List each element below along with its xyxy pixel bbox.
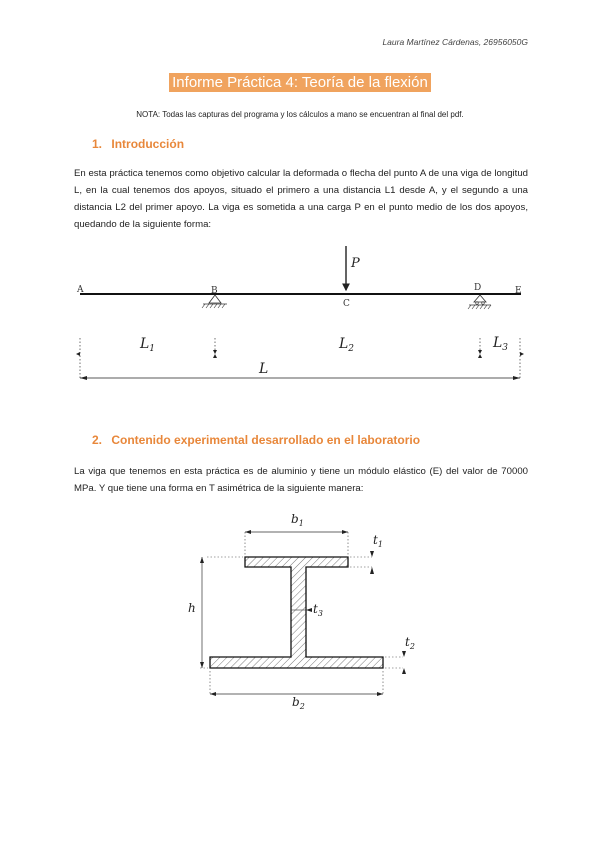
dim-total-label: L [259,361,269,377]
page-title-text: Informe Práctica 4: Teoría de la flexión [169,73,431,92]
section-title: Introducción [111,137,185,151]
section-shape [210,557,383,668]
dim-b2-label: $b_2$ [292,695,305,711]
point-d-label: D [474,283,482,293]
intro-paragraph: En esta práctica tenemos como objetivo calcular la deformada o flecha del punto A de una viga de longitud L, en la cual tenemos dos apoyos, situado el primero a una distancia L1 desde A, y el segundo a una distancia L2 del primer apoyo. La viga es sometida a una carga P en el punto medio de los dos apoyos, quedando de la siguiente forma: [74,168,528,230]
dim-b1-label: $b_1$ [291,512,304,528]
point-a-label: A [77,285,84,295]
section-number: 1. [92,137,103,151]
dim-h-label: h [188,601,196,615]
point-b-label: B [211,286,218,296]
contenido-paragraph: La viga que tenemos en esta práctica es de aluminio y tiene un módulo elástico (E) del valor de 70000 MPa. Y que tiene una forma en T asimétrica de la siguiente manera: [74,466,528,494]
author-line: Laura Martínez Cárdenas, 26956050G [382,37,528,47]
point-c-label: C [343,299,350,309]
dim-t1-label: $t_1$ [373,533,383,549]
point-e-label: E [515,286,522,296]
dim-l3-label: $L_3$ [493,335,509,353]
dim-t2-label: $t_2$ [405,635,415,651]
section-title: Contenido experimental desarrollado en el laboratorio [111,433,421,447]
dim-l2-label: $L_2$ [339,336,355,354]
note-text: NOTA: Todas las capturas del programa y los cálculos a mano se encuentran al final del pdf. [136,110,464,119]
dim-t3-label: $t_3$ [313,602,323,618]
dim-l1-label: $L_1$ [140,336,156,354]
load-p-label: P [351,256,360,271]
section-number: 2. [92,433,103,447]
